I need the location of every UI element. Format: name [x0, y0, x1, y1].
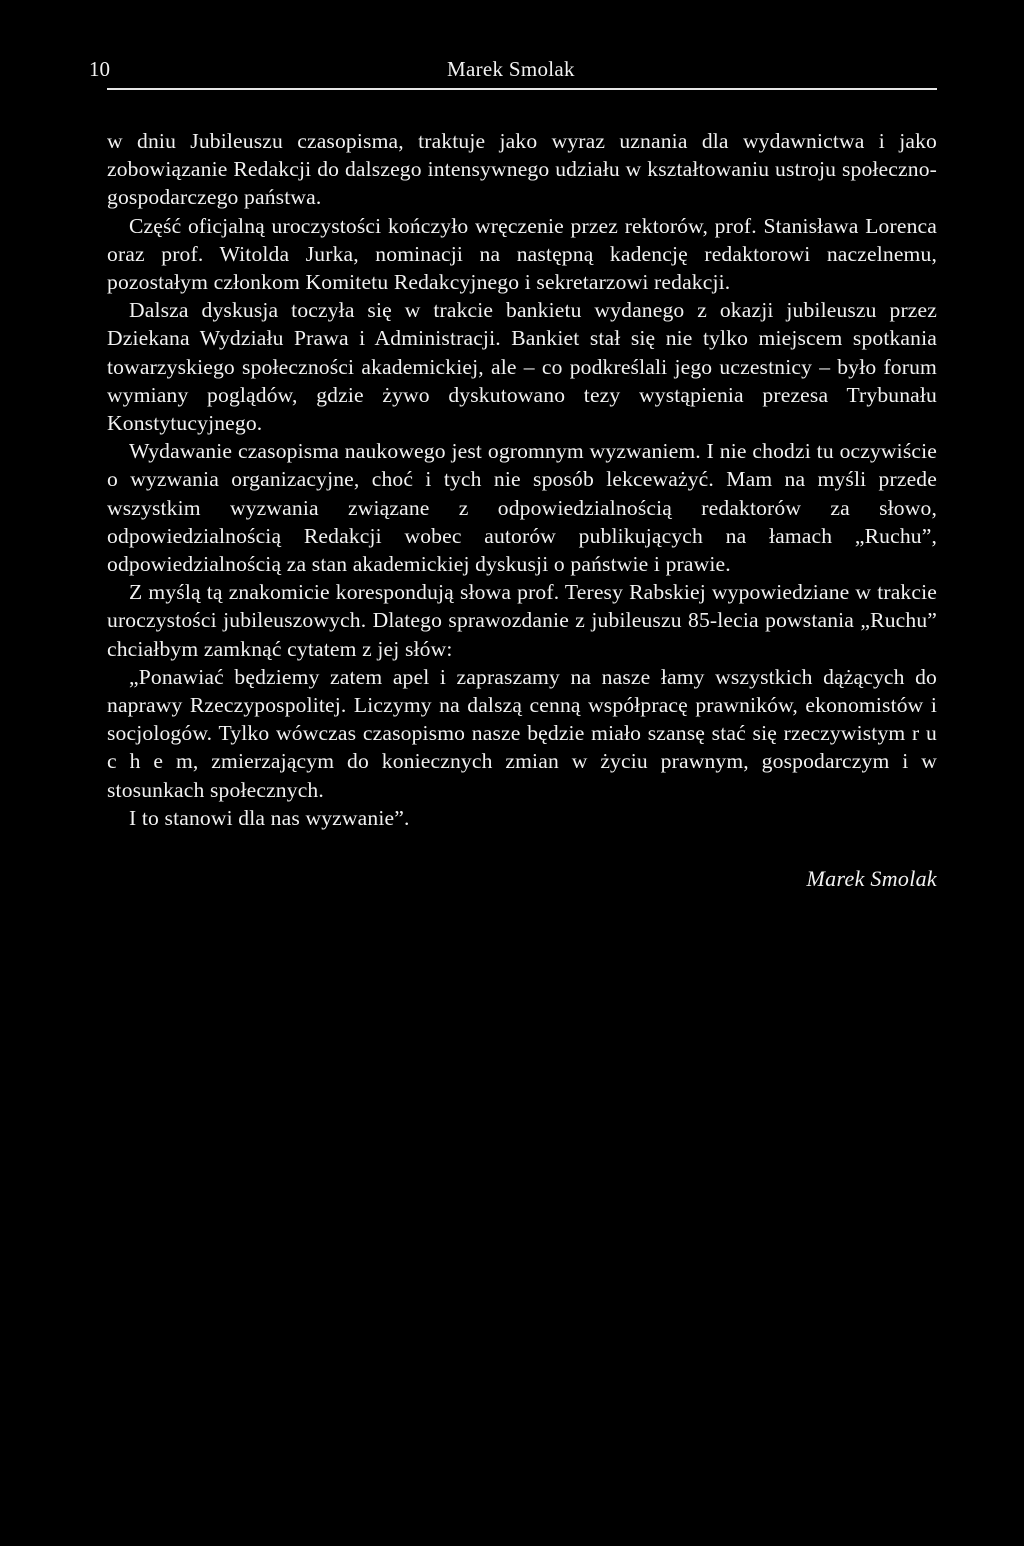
paragraph: I to stanowi dla nas wyzwanie”.	[129, 805, 410, 830]
document-page	[89, 52, 937, 892]
paragraph: w dniu Jubileuszu czasopisma, traktuje jako wyraz uznania dla wydawnictwa i jako zobowiązanie Redakcji do dalszego intensywnego udziału w kształtowaniu ustroju społeczno-gospodarczego państwa.	[107, 129, 937, 210]
running-head	[89, 52, 937, 90]
paragraph: Część oficjalną uroczystości kończyło wręczenie przez rektorów, prof. Stanisława Lorenca oraz prof. Witolda Jurka, nominacji na następną kadencję redaktorowi naczelnemu, pozostałym członkom Komitetu Redakcyjnego i sekretarzowi redakcji.	[107, 213, 937, 295]
paragraph: Dalsza dyskusja toczyła się w trakcie bankietu wydanego z okazji jubileuszu przez Dziekana Wydziału Prawa i Administracji. Bankiet stał się nie tylko miejscem spotkania towarzyskiego społeczności akademickiej, ale – co podkreślali jego uczestnicy – było forum wymiany poglądów, gdzie żywo dyskutowano tezy wystąpienia prezesa Trybunału Konstytucyjnego.	[107, 298, 937, 436]
paragraph: Z myślą tą znakomicie korespondują słowa prof. Teresy Rabskiej wypowiedziane w trakcie uroczystości jubileuszowych. Dlatego sprawozdanie z jubileuszu 85-lecia powstania „Ruchu” chciałbym zamknąć cytatem z jej słów:	[107, 580, 937, 661]
page-number: 10	[89, 57, 110, 81]
paragraph: Wydawanie czasopisma naukowego jest ogromnym wyzwaniem. I nie chodzi tu oczywiście o wyzwania organizacyjne, choć i tych nie sposób lekceważyć. Mam na myśli przede wszystkim wyzwania związane z odpowiedzialnością redaktorów za słowo, odpowiedzialnością Redakcji wobec autorów publikujących na łamach „Ruchu”, odpowiedzialnością za stan akademickiej dyskusji o państwie i prawie.	[107, 439, 937, 577]
author-signature: Marek Smolak	[806, 866, 937, 892]
body-text	[107, 127, 937, 832]
running-title: Marek Smolak	[447, 57, 575, 81]
quote-paragraph: „Ponawiać będziemy zatem apel i zapraszamy na nasze łamy wszystkich dążących do naprawy Rzeczypospolitej. Liczymy na dalszą cenną współpracę prawników, ekonomistów i socjologów. Tylko wówczas czasopismo nasze będzie miało szansę stać się rzeczywistym r u c h e m, zmierzającym do koniecznych zmian w życiu prawnym, gospodarczym i w stosunkach społecznych.	[107, 664, 937, 802]
